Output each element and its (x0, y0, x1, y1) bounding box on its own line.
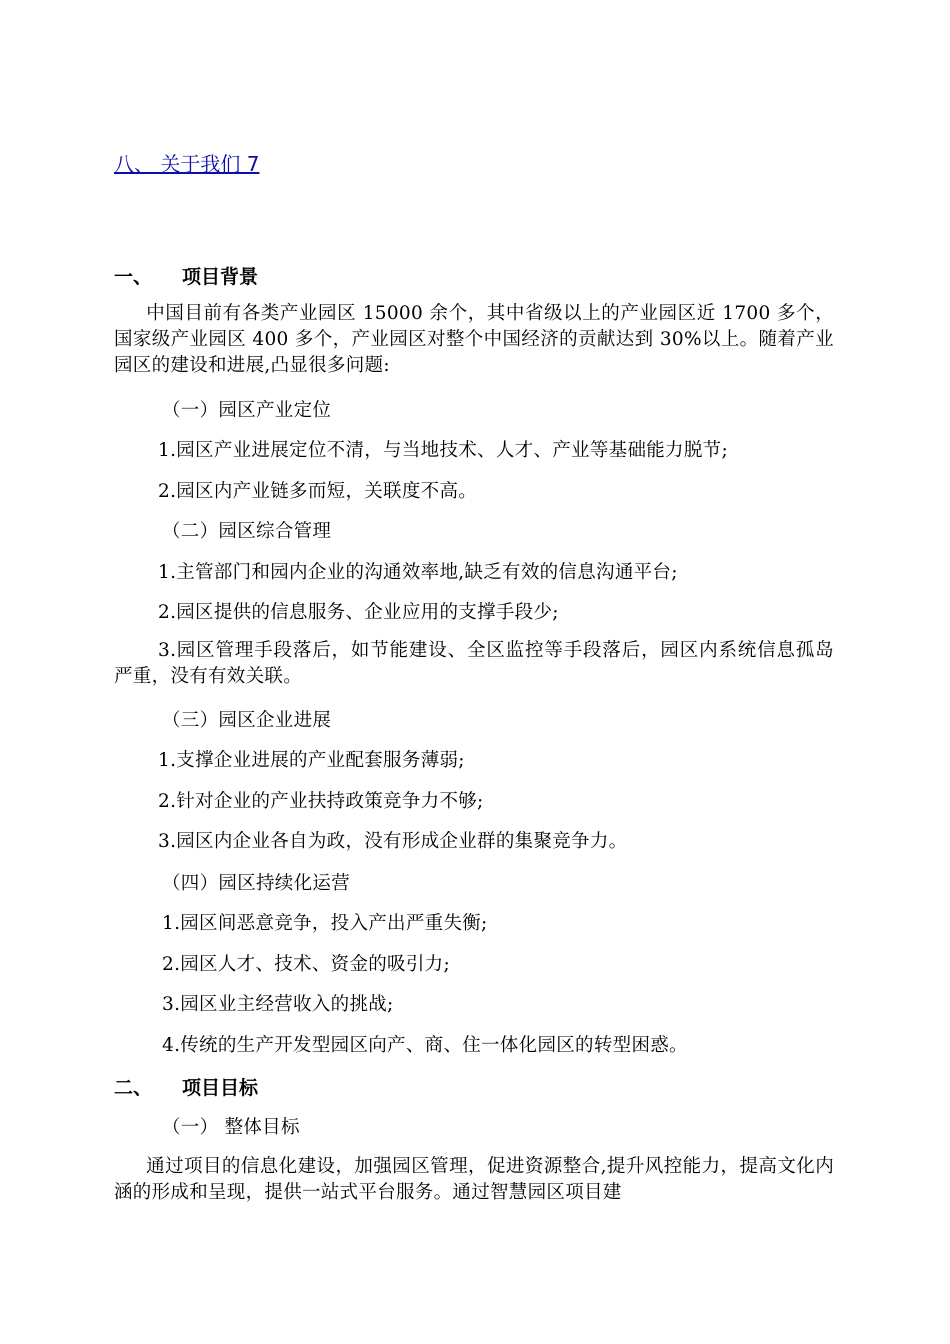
list-item: 4.传统的生产开发型园区向产、商、住一体化园区的转型困惑。 (162, 1035, 688, 1056)
list-item: 1.主管部门和园内企业的沟通效率地,缺乏有效的信息沟通平台; (158, 562, 678, 583)
section-heading-background (114, 262, 258, 289)
list-item: 3.园区内企业各自为政，没有形成企业群的集聚竞争力。 (158, 831, 628, 852)
subsection-title-operations: （四）园区持续化运营 (162, 873, 351, 894)
subsection-title-enterprise: （三）园区企业进展 (162, 710, 332, 731)
list-item-wrapped (114, 638, 834, 690)
goal-text: 通过项目的信息化建设，加强园区管理，促进资源整合,提升风控能力，提高文化内涵的形成和呈现，提供一站式平台服务。通过智慧园区项目建 (114, 1156, 834, 1203)
section-heading-goals (114, 1073, 258, 1100)
goal-paragraph (114, 1154, 834, 1206)
subsection-title-overall-goal: （一） 整体目标 (162, 1117, 300, 1138)
intro-text: 中国目前有各类产业园区 15000 余个，其中省级以上的产业园区近 1700 多个，国家级产业园区 400 多个，产业园区对整个中国经济的贡献达到 30%以上。随着产业园区的建设和进展,凸显很多问题: (114, 303, 834, 376)
list-item: 2.园区内产业链多而短，关联度不高。 (158, 481, 478, 502)
intro-paragraph (114, 301, 834, 379)
list-item: 3.园区业主经营收入的挑战; (162, 994, 394, 1015)
list-item: 2.园区人才、技术、资金的吸引力; (162, 954, 450, 975)
list-item: 2.园区提供的信息服务、企业应用的支撑手段少; (158, 602, 559, 623)
list-item: 2.针对企业的产业扶持政策竞争力不够; (158, 791, 484, 812)
section-title: 项目目标 (182, 1077, 259, 1099)
list-item: 1.园区产业进展定位不清，与当地技术、人才、产业等基础能力脱节; (158, 440, 728, 461)
subsection-title-management: （二）园区综合管理 (162, 521, 332, 542)
section-number: 一、 (114, 266, 153, 288)
section-number: 二、 (114, 1077, 153, 1099)
subsection-title-industry-positioning: （一）园区产业定位 (162, 400, 332, 421)
list-item-text: 3.园区管理手段落后，如节能建设、全区监控等手段落后，园区内系统信息孤岛严重，没有有效关联。 (114, 640, 834, 687)
list-item: 1.园区间恶意竞争，投入产出严重失衡; (162, 913, 488, 934)
list-item: 1.支撑企业进展的产业配套服务薄弱; (158, 750, 465, 771)
toc-link-about-us[interactable]: 八、 关于我们 7 (114, 152, 260, 176)
section-title: 项目背景 (182, 266, 259, 288)
